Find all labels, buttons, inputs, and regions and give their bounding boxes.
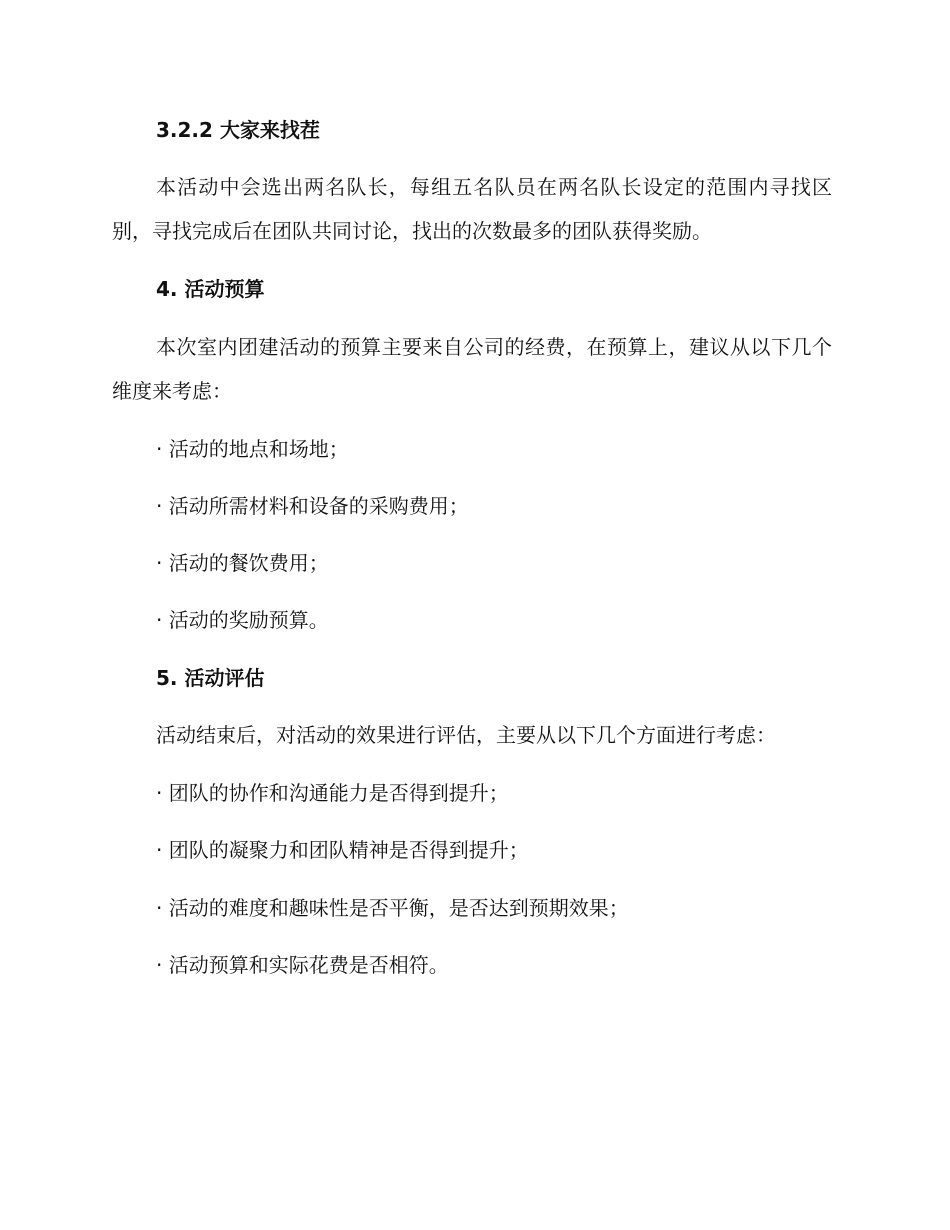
budget-bullet-1: · 活动的地点和场地； [156,437,349,461]
section-4-paragraph: 本次室内团建活动的预算主要来自公司的经费，在预算上，建议从以下几个维度来考虑： [112,335,832,403]
section-heading-4: 4. 活动预算 [156,277,265,301]
evaluation-bullet-1: · 团队的协作和沟通能力是否得到提升； [156,781,509,805]
section-5-intro: 活动结束后，对活动的效果进行评估，主要从以下几个方面进行考虑： [156,723,776,747]
evaluation-bullet-2: · 团队的凝聚力和团队精神是否得到提升； [156,838,529,862]
section-heading-5: 5. 活动评估 [156,666,265,690]
evaluation-bullet-3: · 活动的难度和趣味性是否平衡，是否达到预期效果； [156,896,629,920]
section-3-2-2-paragraph: 本活动中会选出两名队长，每组五名队员在两名队长设定的范围内寻找区别，寻找完成后在团队共同讨论，找出的次数最多的团队获得奖励。 [112,175,832,243]
budget-bullet-2: · 活动所需材料和设备的采购费用； [156,494,469,518]
evaluation-bullet-4: · 活动预算和实际花费是否相符。 [156,953,449,977]
section-heading-3-2-2: 3.2.2 大家来找茬 [156,118,320,142]
budget-bullet-3: · 活动的餐饮费用； [156,551,329,575]
budget-bullet-4: · 活动的奖励预算。 [156,608,329,632]
